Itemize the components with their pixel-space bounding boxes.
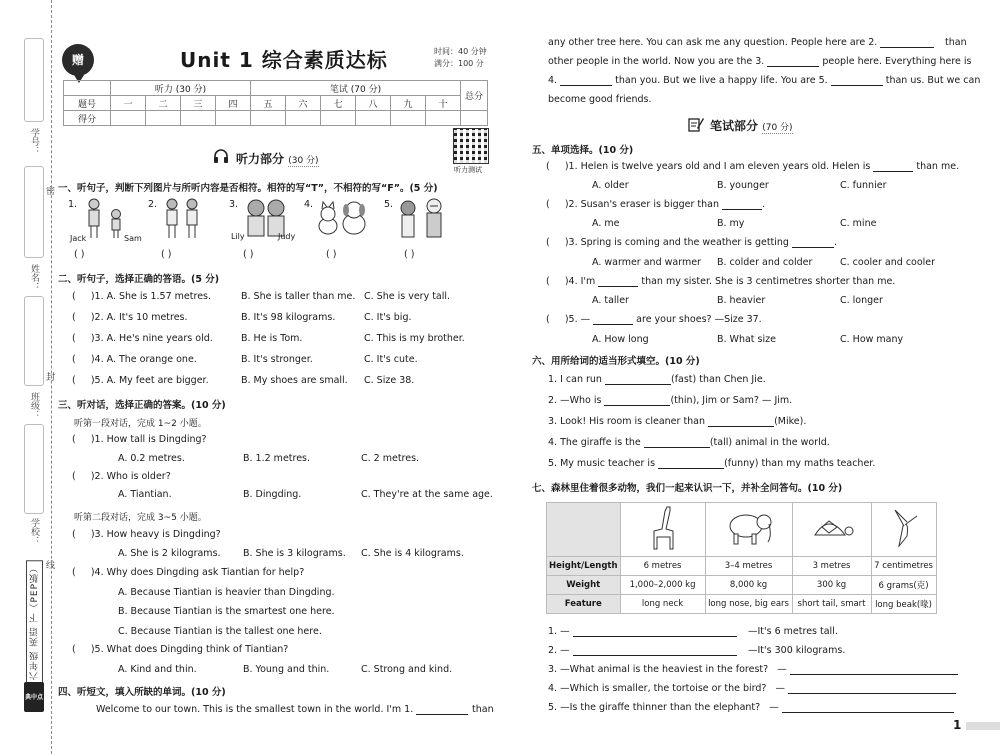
option-b[interactable]: B. It's 98 kilograms. (241, 312, 336, 323)
passage-line: become good friends. (548, 94, 652, 105)
name-judy: Judy (278, 232, 296, 241)
picture-cat-dog (312, 196, 372, 240)
elephant-image (705, 503, 792, 557)
passage-word: than (945, 37, 967, 48)
blank-2[interactable] (880, 37, 934, 48)
col-num: 六 (286, 96, 321, 111)
option-c[interactable]: C. They're at the same age. (361, 489, 493, 500)
name-lily: Lily (231, 232, 245, 241)
row-header: Weight (547, 576, 621, 595)
score-cell[interactable] (111, 111, 146, 126)
animal-facts-table (546, 502, 937, 614)
list-item[interactable]: ( )2. A. It's 10 metres. (72, 312, 188, 323)
option-b[interactable]: B. heavier (717, 295, 766, 306)
option-a[interactable]: A. warmer and warmer (592, 257, 701, 268)
option-c[interactable]: C. How many (840, 334, 904, 345)
option-a[interactable]: A. 0.2 metres. (118, 453, 185, 464)
option-c[interactable]: C. Because Tiantian is the tallest one here. (118, 626, 322, 637)
question[interactable]: ( )1. Helen is twelve years old and I am eleven years old. Helen is than me. (546, 161, 960, 172)
answer-paren[interactable]: ( ) (161, 249, 172, 260)
section-4-title: 四、听短文，填入所缺的单词。(10 分) (58, 687, 226, 698)
list-item[interactable]: ( )3. A. He's nine years old. (72, 333, 213, 344)
qa-answer: —It's 300 kilograms. (748, 645, 846, 656)
pic-num: 4. (304, 199, 314, 210)
giraffe-image (620, 503, 705, 557)
option-b[interactable]: B. It's stronger. (241, 354, 313, 365)
row-header: Feature (547, 595, 621, 614)
option-b[interactable]: B. He is Tom. (241, 333, 303, 344)
time-limit: 时间：40 分钟 (434, 47, 487, 56)
option-c[interactable]: C. 2 metres. (361, 453, 420, 464)
score-cell[interactable] (321, 111, 356, 126)
answer-paren[interactable]: ( ) (404, 249, 415, 260)
picture-two-girls (154, 196, 214, 240)
fill-item[interactable]: 1. I can run (fast) than Chen Jie. (548, 374, 766, 385)
class-box[interactable] (24, 296, 44, 386)
page-number: 1 (953, 718, 962, 732)
score-table (63, 80, 488, 126)
table-cell: long nose, big ears (705, 595, 792, 614)
option-a[interactable]: A. older (592, 180, 629, 191)
bird-image (871, 503, 936, 557)
option-a[interactable]: A. me (592, 218, 620, 229)
fill-item[interactable]: 4. The giraffe is the (tall) animal in the world. (548, 437, 830, 448)
seal-mark-xian: 线 (46, 561, 56, 571)
qa-item[interactable]: 4. —Which is smaller, the tortoise or the bird? — (548, 683, 956, 694)
table-cell: 1,000–2,000 kg (620, 576, 705, 595)
list-item[interactable]: ( )4. A. The orange one. (72, 354, 197, 365)
option-a[interactable]: A. Tiantian. (118, 489, 172, 500)
table-cell: 3 metres (792, 557, 871, 576)
class-label: 班级： (29, 392, 39, 419)
total-header: 总分 (461, 81, 488, 111)
option-c[interactable]: C. Strong and kind. (361, 664, 453, 675)
spine-label: 六年级 英语 下（PEP版） (26, 560, 43, 683)
table-cell: long neck (620, 595, 705, 614)
student-number-label: 学号： (29, 128, 39, 155)
cut-line (51, 0, 52, 754)
option-c[interactable]: C. cooler and cooler (840, 257, 936, 268)
answer-paren[interactable]: ( ) (326, 249, 337, 260)
gift-badge: 赠 (62, 44, 94, 76)
col-num: 二 (146, 96, 181, 111)
option-b[interactable]: B. She is taller than me. (241, 291, 356, 302)
score-cell[interactable] (286, 111, 321, 126)
qa-item[interactable]: 5. —Is the giraffe thinner than the elephant? — (548, 702, 954, 713)
name-jack: Jack (70, 234, 87, 243)
section-5-title: 五、单项选择。(10 分) (532, 145, 634, 156)
option-c[interactable]: C. This is my brother. (364, 333, 465, 344)
student-number-box[interactable] (24, 38, 44, 122)
qa-item[interactable]: 1. — (548, 626, 737, 637)
col-num: 三 (181, 96, 216, 111)
option-c[interactable]: C. Size 38. (364, 375, 415, 386)
option-c[interactable]: C. funnier (840, 180, 887, 191)
section-7-title: 七、森林里住着很多动物，我们一起来认识一下，并补全问答句。(10 分) (532, 483, 843, 494)
tortoise-icon (809, 513, 855, 543)
question[interactable]: ( )5. — are your shoes? —Size 37. (546, 314, 762, 325)
passage-line: 4. than you. But we live a happy life. You are 5. than us. But we can (548, 75, 981, 86)
name-label: 姓名： (29, 264, 39, 291)
option-b[interactable]: B. She is 3 kilograms. (243, 548, 346, 559)
passage-word: than (472, 704, 494, 715)
section-3-title: 三、听对话，选择正确的答案。(10 分) (58, 400, 226, 411)
picture-girl-grandpa (392, 196, 452, 240)
option-c[interactable]: C. It's cute. (364, 354, 418, 365)
option-a[interactable]: A. Kind and thin. (118, 664, 197, 675)
score-cell[interactable] (391, 111, 426, 126)
pic-num: 5. (384, 199, 394, 210)
option-b[interactable]: B. my (717, 218, 745, 229)
blank-1[interactable] (416, 704, 468, 715)
fill-item[interactable]: 3. Look! His room is cleaner than (Mike). (548, 416, 807, 427)
pic-num: 2. (148, 199, 158, 210)
table-cell: 7 centimetres (871, 557, 936, 576)
seal-mark-feng: 封 (46, 373, 56, 383)
total-score-cell[interactable] (461, 111, 488, 126)
headphones-icon (213, 148, 229, 164)
pic-num: 3. (229, 199, 239, 210)
col-num: 四 (216, 96, 251, 111)
hummingbird-icon (889, 506, 919, 550)
option-b[interactable]: B. What size (717, 334, 776, 345)
listening-score-header: 听力 (30 分) (111, 81, 251, 96)
name-sam: Sam (124, 234, 142, 243)
score-cell[interactable] (181, 111, 216, 126)
score-cell[interactable] (426, 111, 461, 126)
list-item[interactable]: ( )1. A. She is 1.57 metres. (72, 291, 212, 302)
score-row-label: 得分 (64, 111, 111, 126)
passage-line: Welcome to our town. This is the smallest town in the world. I'm 1. (96, 704, 468, 715)
school-box[interactable] (24, 424, 44, 514)
option-b[interactable]: B. 1.2 metres. (243, 453, 311, 464)
page-title: Unit 1 综合素质达标 (180, 48, 388, 72)
option-a[interactable]: A. She is 2 kilograms. (118, 548, 221, 559)
question[interactable]: ( )2. Susan's eraser is bigger than . (546, 199, 766, 210)
question[interactable]: ( )5. What does Dingding think of Tiantian? (72, 644, 289, 655)
score-cell[interactable] (146, 111, 181, 126)
option-b[interactable]: B. Dingding. (243, 489, 302, 500)
table-cell: 3–4 metres (705, 557, 792, 576)
section-2-title: 二、听句子，选择正确的答语。(5 分) (58, 274, 220, 285)
pic-num: 1. (68, 199, 78, 210)
elephant-icon (724, 508, 774, 548)
answer-paren[interactable]: ( ) (243, 249, 254, 260)
option-b[interactable]: B. colder and colder (717, 257, 813, 268)
question[interactable]: ( )3. How heavy is Dingding? (72, 529, 221, 540)
part2-instruction: 听第二段对话，完成 3~5 小题。 (74, 513, 207, 523)
qa-answer: —It's 6 metres tall. (748, 626, 838, 637)
pencil-paper-icon (688, 116, 704, 132)
col-num: 十 (426, 96, 461, 111)
question[interactable]: ( )3. Spring is coming and the weather is getting . (546, 237, 838, 248)
score-cell[interactable] (251, 111, 286, 126)
col-num: 五 (251, 96, 286, 111)
question[interactable]: ( )2. Who is older? (72, 471, 171, 482)
listening-section-heading: 听力部分 (30 分) (236, 152, 319, 166)
option-c[interactable]: C. It's big. (364, 312, 412, 323)
fill-item[interactable]: 2. —Who is (thin), Jim or Sam? — Jim. (548, 395, 793, 406)
option-c[interactable]: C. longer (840, 295, 883, 306)
option-c[interactable]: C. mine (840, 218, 877, 229)
qa-item[interactable]: 2. — (548, 645, 737, 656)
page-bar (966, 722, 1000, 730)
blank-5[interactable] (831, 75, 883, 86)
qa-item[interactable]: 3. —What animal is the heaviest in the forest? — (548, 664, 958, 675)
binding-strip (0, 0, 56, 754)
qr-code[interactable] (453, 128, 489, 164)
writing-section-heading: 笔试部分 (70 分) (710, 119, 793, 133)
answer-paren[interactable]: ( ) (74, 249, 85, 260)
score-cell[interactable] (216, 111, 251, 126)
blank-4[interactable] (560, 75, 612, 86)
option-b[interactable]: B. younger (717, 180, 769, 191)
blank-3[interactable] (767, 56, 819, 67)
part1-instruction: 听第一段对话，完成 1~2 小题。 (74, 419, 207, 429)
question[interactable]: ( )4. I'm than my sister. She is 3 centimetres shorter than me. (546, 276, 896, 287)
tortoise-image (792, 503, 871, 557)
fill-item[interactable]: 5. My music teacher is (funny) than my maths teacher. (548, 458, 876, 469)
option-a[interactable]: A. taller (592, 295, 629, 306)
col-num: 八 (356, 96, 391, 111)
school-label: 学校： (29, 518, 39, 545)
writing-score-header: 笔试 (70 分) (251, 81, 461, 96)
col-num: 七 (321, 96, 356, 111)
full-score: 满分：100 分 (434, 59, 484, 68)
table-cell: short tail, smart (792, 595, 871, 614)
col-num: 一 (111, 96, 146, 111)
section-1-title: 一、听句子，判断下列图片与所听内容是否相符。相符的写“T”，不相符的写“F”。(5 分) (58, 183, 438, 194)
question-number-label: 题号 (64, 96, 111, 111)
table-cell: long beak(喙) (871, 595, 936, 614)
giraffe-icon (643, 503, 683, 553)
list-item[interactable]: ( )5. A. My feet are bigger. (72, 375, 209, 386)
passage-line: other people in the world. Now you are the 3. people here. Everything here is (548, 56, 972, 67)
question[interactable]: ( )1. How tall is Dingding? (72, 434, 207, 445)
score-cell[interactable] (356, 111, 391, 126)
seal-mark-mi: 密 (46, 187, 56, 197)
option-b[interactable]: B. My shoes are small. (241, 375, 348, 386)
publisher-logo: 典中点 (24, 682, 44, 712)
section-6-title: 六、用所给词的适当形式填空。(10 分) (532, 356, 700, 367)
option-c[interactable]: C. She is 4 kilograms. (361, 548, 464, 559)
option-c[interactable]: C. She is very tall. (364, 291, 451, 302)
option-a[interactable]: A. Because Tiantian is heavier than Dingding. (118, 587, 335, 598)
passage-line: any other tree here. You can ask me any question. People here are 2. (548, 37, 934, 48)
option-a[interactable]: A. How long (592, 334, 649, 345)
name-box[interactable] (24, 166, 44, 258)
table-cell: 6 grams(克) (871, 576, 936, 595)
qr-label: 听力测试 (454, 166, 482, 174)
col-num: 九 (391, 96, 426, 111)
question[interactable]: ( )4. Why does Dingding ask Tiantian for help? (72, 567, 305, 578)
option-b[interactable]: B. Young and thin. (243, 664, 330, 675)
option-b[interactable]: B. Because Tiantian is the smartest one here. (118, 606, 335, 617)
table-cell: 300 kg (792, 576, 871, 595)
table-cell: 6 metres (620, 557, 705, 576)
row-header: Height/Length (547, 557, 621, 576)
table-cell: 8,000 kg (705, 576, 792, 595)
